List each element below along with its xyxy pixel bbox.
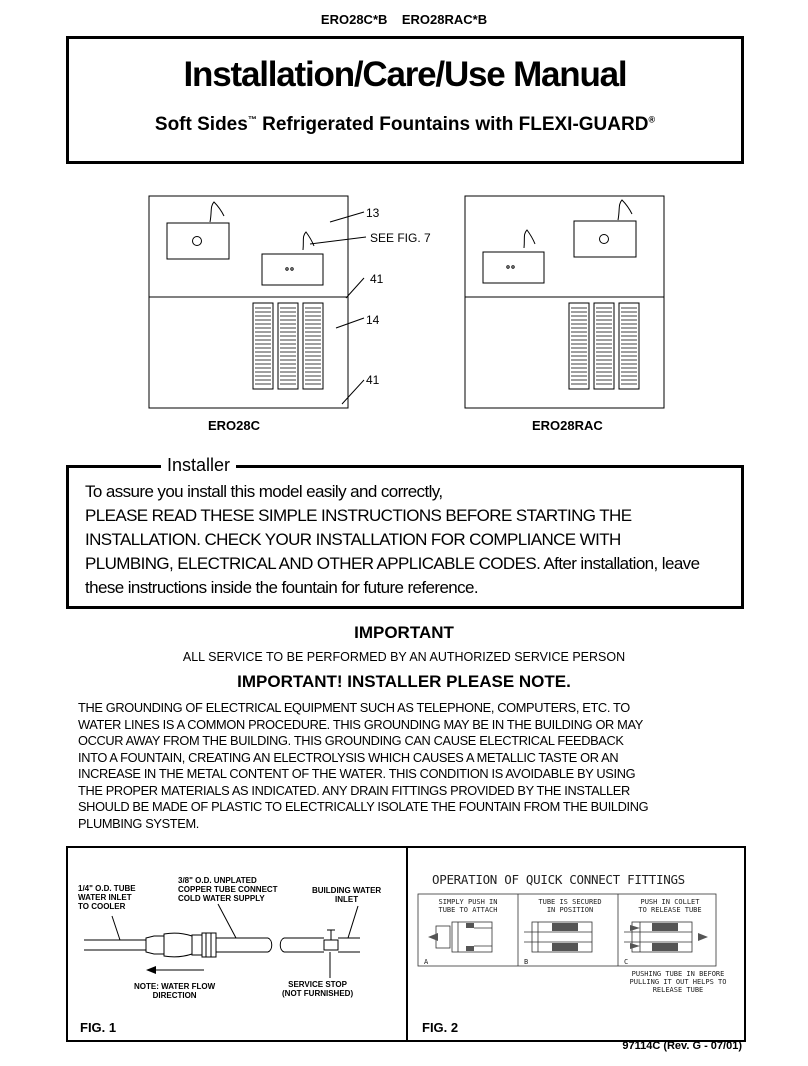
callout-13: 13 <box>366 206 380 220</box>
installer-line: these instructions inside the fountain for future reference. <box>85 578 479 597</box>
label-line: DIRECTION <box>152 991 197 1000</box>
right-grille-slats <box>571 308 637 384</box>
caption-line: IN POSITION <box>546 906 594 914</box>
model-numbers: ERO28C*B ERO28RAC*B <box>320 12 488 27</box>
paragraph-line: WATER LINES IS A COMMON PROCEDURE. THIS GROUNDING MAY BE IN THE BUILDING OR MAY <box>78 716 643 732</box>
fig1-label: FIG. 1 <box>80 1020 117 1035</box>
flow-note-label <box>134 982 215 1000</box>
service-stop-label <box>282 980 353 998</box>
label-line: BUILDING WATER <box>312 886 382 895</box>
note-line: PUSHING TUBE IN BEFORE <box>631 970 725 978</box>
left-grille-slats <box>255 308 321 384</box>
right-model-label: ERO28RAC <box>532 418 603 433</box>
caption-line: PUSH IN COLLET <box>640 898 700 906</box>
letter-c: C <box>624 958 629 966</box>
label-line: COLD WATER SUPPLY <box>178 894 265 903</box>
installer-note-heading: IMPORTANT! INSTALLER PLEASE NOTE. <box>237 672 571 691</box>
fig2-note <box>616 970 740 994</box>
caption-line: SIMPLY PUSH IN <box>438 898 498 906</box>
fig2-drawing <box>408 848 742 1040</box>
label-line: 3/8" O.D. UNPLATED <box>178 876 257 885</box>
paragraph-line: THE GROUNDING OF ELECTRICAL EQUIPMENT SUCH AS TELEPHONE, COMPUTERS, ETC. TO <box>78 700 630 715</box>
subtitle-part2: Refrigerated Fountains with FLEXI-GUARD <box>256 114 649 135</box>
title-box <box>66 36 744 164</box>
figures-box <box>66 846 746 1042</box>
page-title: Installation/Care/Use Manual <box>183 55 627 94</box>
letter-a: A <box>424 958 429 966</box>
installer-text <box>85 480 733 600</box>
callout-see-fig7: SEE FIG. 7 <box>370 231 431 245</box>
registered-symbol: ® <box>648 114 656 125</box>
label-line: (NOT FURNISHED) <box>282 989 354 998</box>
fig1-drawing <box>68 848 406 1040</box>
label-line: SERVICE STOP <box>288 980 347 989</box>
important-heading: IMPORTANT <box>354 623 454 642</box>
caption-line: TUBE TO ATTACH <box>438 906 498 914</box>
page-subtitle <box>69 114 741 136</box>
callout-41-bottom: 41 <box>366 373 380 387</box>
fig2-title: OPERATION OF QUICK CONNECT FITTINGS <box>432 872 685 887</box>
service-note: ALL SERVICE TO BE PERFORMED BY AN AUTHORIZED SERVICE PERSON <box>182 650 626 664</box>
label-line: TO COOLER <box>78 902 126 911</box>
installer-line: To assure you install this model easily and correctly, <box>85 482 443 501</box>
paragraph-line: OCCUR AWAY FROM THE BUILDING. THIS GROUNDING CAN CAUSE ELECTRICAL FEEDBACK <box>78 733 624 748</box>
paragraph-line: SHOULD BE MADE OF PLASTIC TO ELECTRICALLY ISOLATE THE FOUNTAIN FROM THE BUILDING <box>78 799 649 814</box>
label-line: NOTE: WATER FLOW <box>134 982 216 991</box>
installer-box <box>66 455 744 609</box>
installer-line: INSTALLATION. CHECK YOUR INSTALLATION FOR COMPLIANCE WITH <box>85 530 621 549</box>
fountain-illustrations <box>0 190 808 440</box>
document-number: 97114C (Rev. G - 07/01) <box>622 1040 742 1052</box>
installer-line: PLEASE READ THESE SIMPLE INSTRUCTIONS BEFORE STARTING THE <box>85 506 632 525</box>
grounding-paragraph <box>78 700 738 832</box>
paragraph-line: THE PROPER MATERIALS AS INDICATED. ANY DRAIN FITTINGS PROVIDED BY THE INSTALLER <box>78 782 630 798</box>
label-line: COPPER TUBE CONNECT <box>178 885 278 894</box>
paragraph-line: PLUMBING SYSTEM. <box>78 815 199 831</box>
left-model-label: ERO28C <box>208 418 261 433</box>
trademark-symbol: ™ <box>247 114 257 125</box>
note-line: RELEASE TUBE <box>652 986 704 994</box>
fig2-label: FIG. 2 <box>422 1020 459 1035</box>
label-line: 1/4" O.D. TUBE <box>78 884 136 893</box>
label-line: INLET <box>335 895 359 904</box>
installer-line: PLUMBING, ELECTRICAL AND OTHER APPLICABLE CODES. After installation, leave <box>85 554 700 573</box>
subtitle-part1: Soft Sides <box>154 114 248 135</box>
caption-line: TO RELEASE TUBE <box>638 906 702 914</box>
paragraph-line: INTO A FOUNTAIN, CREATING AN ELECTROLYSIS WHICH CAUSES A METALLIC TASTE OR AN <box>78 749 619 765</box>
note-line: PULLING IT OUT HELPS TO <box>629 978 727 986</box>
caption-line: TUBE IS SECURED <box>538 898 602 906</box>
letter-b: B <box>524 958 529 966</box>
installer-label: Installer <box>161 455 236 476</box>
paragraph-line: INCREASE IN THE METAL CONTENT OF THE WATER. THIS CONDITION IS AVOIDABLE BY USING <box>78 766 636 781</box>
label-line: WATER INLET <box>78 893 132 902</box>
callout-41-top: 41 <box>370 272 384 286</box>
callout-14: 14 <box>366 313 380 327</box>
